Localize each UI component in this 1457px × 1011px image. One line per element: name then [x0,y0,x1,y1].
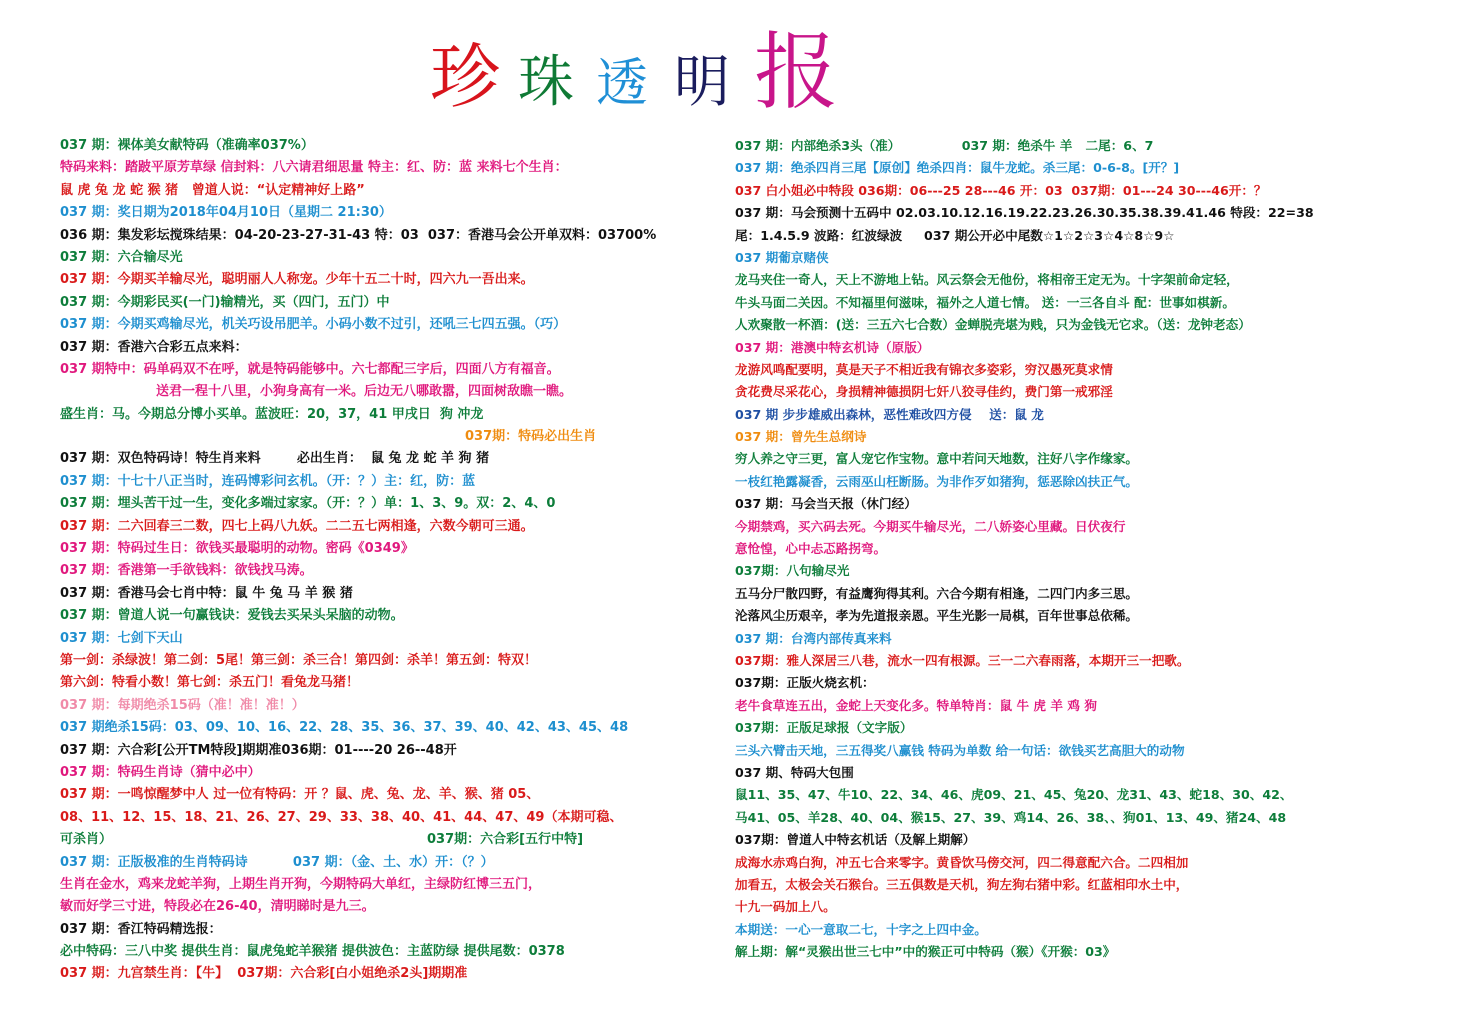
text-line: 037 期：裸体美女献特码（准确率037%） [60,138,314,153]
left-column [60,135,720,986]
title-char-5: 报 [754,23,839,121]
text-line-part: 037期：六合彩[五行中特] [427,832,584,848]
text-line: 037期：特码必出生肖 [465,429,597,445]
text-line: 龙马夹住一奇人，天上不游地上钻。风云祭会无他份，将相帝王定无为。十字架前命定轻， [735,272,1239,288]
text-line: 龙游风鸣配要明，莫是天子不相近我有锦衣多姿彩，穷汉愚死莫求情 [735,361,1113,377]
text-line: 沦落风尘历艰辛，孝为先道报亲恩。平生光影一局棋，百年世事总依稀。 [735,608,1138,624]
text-line: 037 期：九宫禁生肖：【牛】 037期：六合彩[白小姐绝杀2头]期期准 [60,966,468,982]
text-line: 鼠 虎 兔 龙 蛇 猴 猪 曾道人说：“认定精神好上路” [60,182,365,198]
text-line: 一枝红艳露凝香，云雨巫山枉断肠。为非作歹如猪狗，惩恶除凶扶正气。 [735,473,1138,489]
text-line: 037 期：特码过生日：欲钱买最聪明的动物。密码《0349》 [60,541,414,557]
text-line: 037 期：香港第一手欲钱料：欲钱找马涛。 [60,563,313,579]
text-line: 037 期：马会当天报（休门经） [735,496,917,512]
text-line: 037期：正版火烧玄机： [735,675,875,691]
text-line: 贪花费尽采花心，身损精神德损阴七奸八狡寻佳约，费门第一戒邪淫 [735,384,1113,400]
text-line: 037 期：一鸣惊醒梦中人 过一位有特码：开 ？鼠、虎、兔、龙、羊、猴、猪 05、 [60,787,540,803]
text-line: 尾：1.4.5.9 波路：红波绿波 037 期公开必中尾数☆1☆2☆3☆4☆8☆9☆ [735,227,1175,243]
text-line: 037 期：双色特码诗！特生肖来料 必出生肖： 鼠 兔 龙 蛇 羊 狗 猪 [60,451,490,467]
text-line: 成海水赤鸡白狗，冲五七合来零字。黄昏饮马傍交河，四二得意配六合。二四相加 [735,854,1189,870]
title-char-2: 珠 [518,50,574,115]
text-line [60,829,720,851]
text-line: 037 期：七剑下天山 [60,630,183,646]
text-line: 037 期：香江特码精选报： [60,921,222,937]
text-line: 鼠11、35、47、牛10、22、34、46、虎09、21、45、兔20、龙31、43、蛇18、30、42、 [735,787,1293,803]
text-line: 037期：曾道人中特玄机话（及解上期解） [735,832,976,848]
text-line: 037 期：二六回春三二数，四七上码八九妖。二二五七两相逢，六数今朝可三通。 [60,518,534,534]
text-line: 037 期：曾先生总纲诗 [735,429,867,445]
text-line: 人欢聚散一杯酒：(送：三五六七合数）金蝉脱壳堪为贱，只为金钱无它求。（送：龙钟老态） [735,317,1251,333]
text-line: 盛生肖：马。今期总分博小买单。蓝波旺：20，37，41 甲戌日 狗 冲龙 [60,406,484,422]
text-line: 037 期：埋头苦干过一生，变化多端过家家。（开：？）单：1、3、9。双：2、4、0 [60,496,556,512]
text-line: 037 期：内部绝杀3头（准） 037 期：绝杀牛 羊 二尾：6、7 [735,138,1154,153]
text-line: 037 期：港澳中特玄机诗（原版） [735,339,930,355]
text-line: 第一剑：杀绿波！第二剑：5尾！第三剑：杀三合！第四剑：杀羊！第五剑：特双！ [60,652,538,668]
text-line-part: 可杀肖） [60,832,113,848]
text-line: 解上期：解“灵猴出世三七中”中的猴正可中特码（猴）《开猴：03》 [735,944,1116,960]
text-line: 036 期：集发彩坛搅珠结果：04-20-23-27-31-43 特：03 037：香港马会公开单双料：03700% [60,227,657,243]
title-char-3: 透 [596,54,649,114]
text-line: 037 期：今期买鸡输尽光，机关巧设吊肥羊。小码小数不过引，还吼三七四五强。（巧） [60,317,567,333]
title-char-4: 明 [674,50,731,115]
text-line: 037 期葡京赌侠 [735,249,829,265]
text-line: 三头六臂击天地，三五得奖八赢钱 特码为单数 给一句话：欲钱买艺高胆大的动物 [735,742,1185,758]
text-line: 037期：雅人深居三八巷，流水一四有根源。三一二六春雨落，本期开三一把歌。 [735,652,1190,668]
text-line: 意怆惶，心中忐忑路拐弯。 [735,541,887,557]
text-line: 037 期：十七十八正当时，连码博彩问玄机。（开：？）主：红，防：蓝 [60,473,476,489]
text-line: 送君一程十八里，小狗身高有一米。后边无八哪敢嚣，四面树敌瞧一瞧。 [156,384,573,400]
text-line: 037 期特中：码单码双不在呼，就是特码能够中。六七都配三字后，四面八方有福音。 [60,361,560,377]
text-line: 037 期：今期买羊输尽光，聪明丽人人称宠。少年十五二十时，四六九一吾出来。 [60,272,534,288]
text-line: 037 期：曾道人说一句赢钱诀：爱钱去买呆头呆脑的动物。 [60,608,404,624]
right-column [735,135,1435,963]
text-line: 037 期：今期彩民买(一门)输精光，买（四门，五门）中 [60,294,390,310]
text-line: 037 期、特码大包围 [735,764,854,780]
text-line: 牛头马面二关因。不知福里何滋味，福外之人道七情。 送：一三各自斗 配：世事如棋新。 [735,294,1235,310]
text-line: 037 白小姐必中特段 036期：06---25 28---46 开：03 037期：01---24 30---46开：？ [735,182,1267,198]
text-line: 特码来料：踏跛平原芳草绿 信封料：八六请君细思量 特主：红、防：蓝 来料七个生肖： [60,160,568,176]
text-line: 08、11、12、15、18、21、26、27、29、33、38、40、41、44、47、49（本期可稳、 [60,809,623,825]
text-line: 037 期 步步雄威出森林，恶性难改四方侵 送：鼠 龙 [735,406,1044,422]
text-line: 037 期：特码生肖诗（猜中必中） [60,764,261,780]
text-line: 本期送：一心一意取二七，十字之上四中金。 [735,921,987,937]
text-line: 老牛食草连五出，金蛇上天变化多。特单特肖：鼠 牛 虎 羊 鸡 狗 [735,697,1097,713]
text-line: 十九一码加上八。 [735,899,836,915]
text-line: 穷人养之守三更，富人宠它作宝物。意中若问天地数，注好八字作缘家。 [735,451,1138,467]
text-line: 今期禁鸡，买六码去死。今期买牛输尽光，二八娇姿心里藏。日伏夜行 [735,518,1126,534]
text-line: 037 期：六合彩[公开TM特段]期期准036期：01----20 26--48开 [60,742,457,758]
text-line: 037 期：台湾内部传真来料 [735,630,892,646]
text-line: 马41、05、羊28、40、04、猴15、27、39、鸡14、26、38、、狗01、13、49、猪24、48 [735,809,1287,825]
text-line: 第六剑：特看小数！第七剑：杀五门！看兔龙马猪！ [60,675,360,691]
text-line: 037 期：香港六合彩五点来料： [60,339,248,355]
text-line: 037期：八句输尽光 [735,563,850,579]
text-line: 037 期：每期绝杀15码（准！准！准！） [60,697,305,713]
text-line: 必中特码：三八中奖 提供生肖：鼠虎兔蛇羊猴猪 提供波色：主蓝防绿 提供尾数：0378 [60,944,565,960]
text-line: 生肖在金水，鸡来龙蛇羊狗，上期生肖开狗，今期特码大单红，主绿防红博三五门， [60,876,542,892]
title-char-1: 珍 [430,36,500,118]
text-line: 037期：正版足球报（文字版） [735,720,913,736]
text-line: 加看五，太极会关石猴台。三五俱数是天机，狗左狗右猪中彩。红蓝相印水土中， [735,876,1189,892]
text-line: 037 期：正版极准的生肖特码诗 037 期：（金、土、水）开：（？） [60,854,494,870]
text-line: 037 期：绝杀四肖三尾【原创】绝杀四肖：鼠牛龙蛇。杀三尾：0-6-8。[开？] [735,160,1180,176]
text-line: 037 期：六合输尽光 [60,249,183,265]
text-line: 037 期：奖日期为2018年04月10日（星期二 21:30） [60,205,392,221]
text-line: 037 期绝杀15码：03、09、10、16、22、28、35、36、37、39、40、42、43、45、48 [60,720,629,736]
newspaper-title [430,23,839,121]
text-line: 敏而好学三寸进，特段必在26-40，清明睇时是九三。 [60,899,375,915]
text-line: 五马分尸散四野，有益鹰狗得其利。六合今期有相逢，二四门内多三思。 [735,585,1138,601]
text-line: 037 期：香港马会七肖中特：鼠 牛 兔 马 羊 猴 猪 [60,585,353,601]
text-line: 037 期：马会预测十五码中 02.03.10.12.16.19.22.23.26.30.35.38.39.41.46 特段：22=38 [735,205,1314,221]
